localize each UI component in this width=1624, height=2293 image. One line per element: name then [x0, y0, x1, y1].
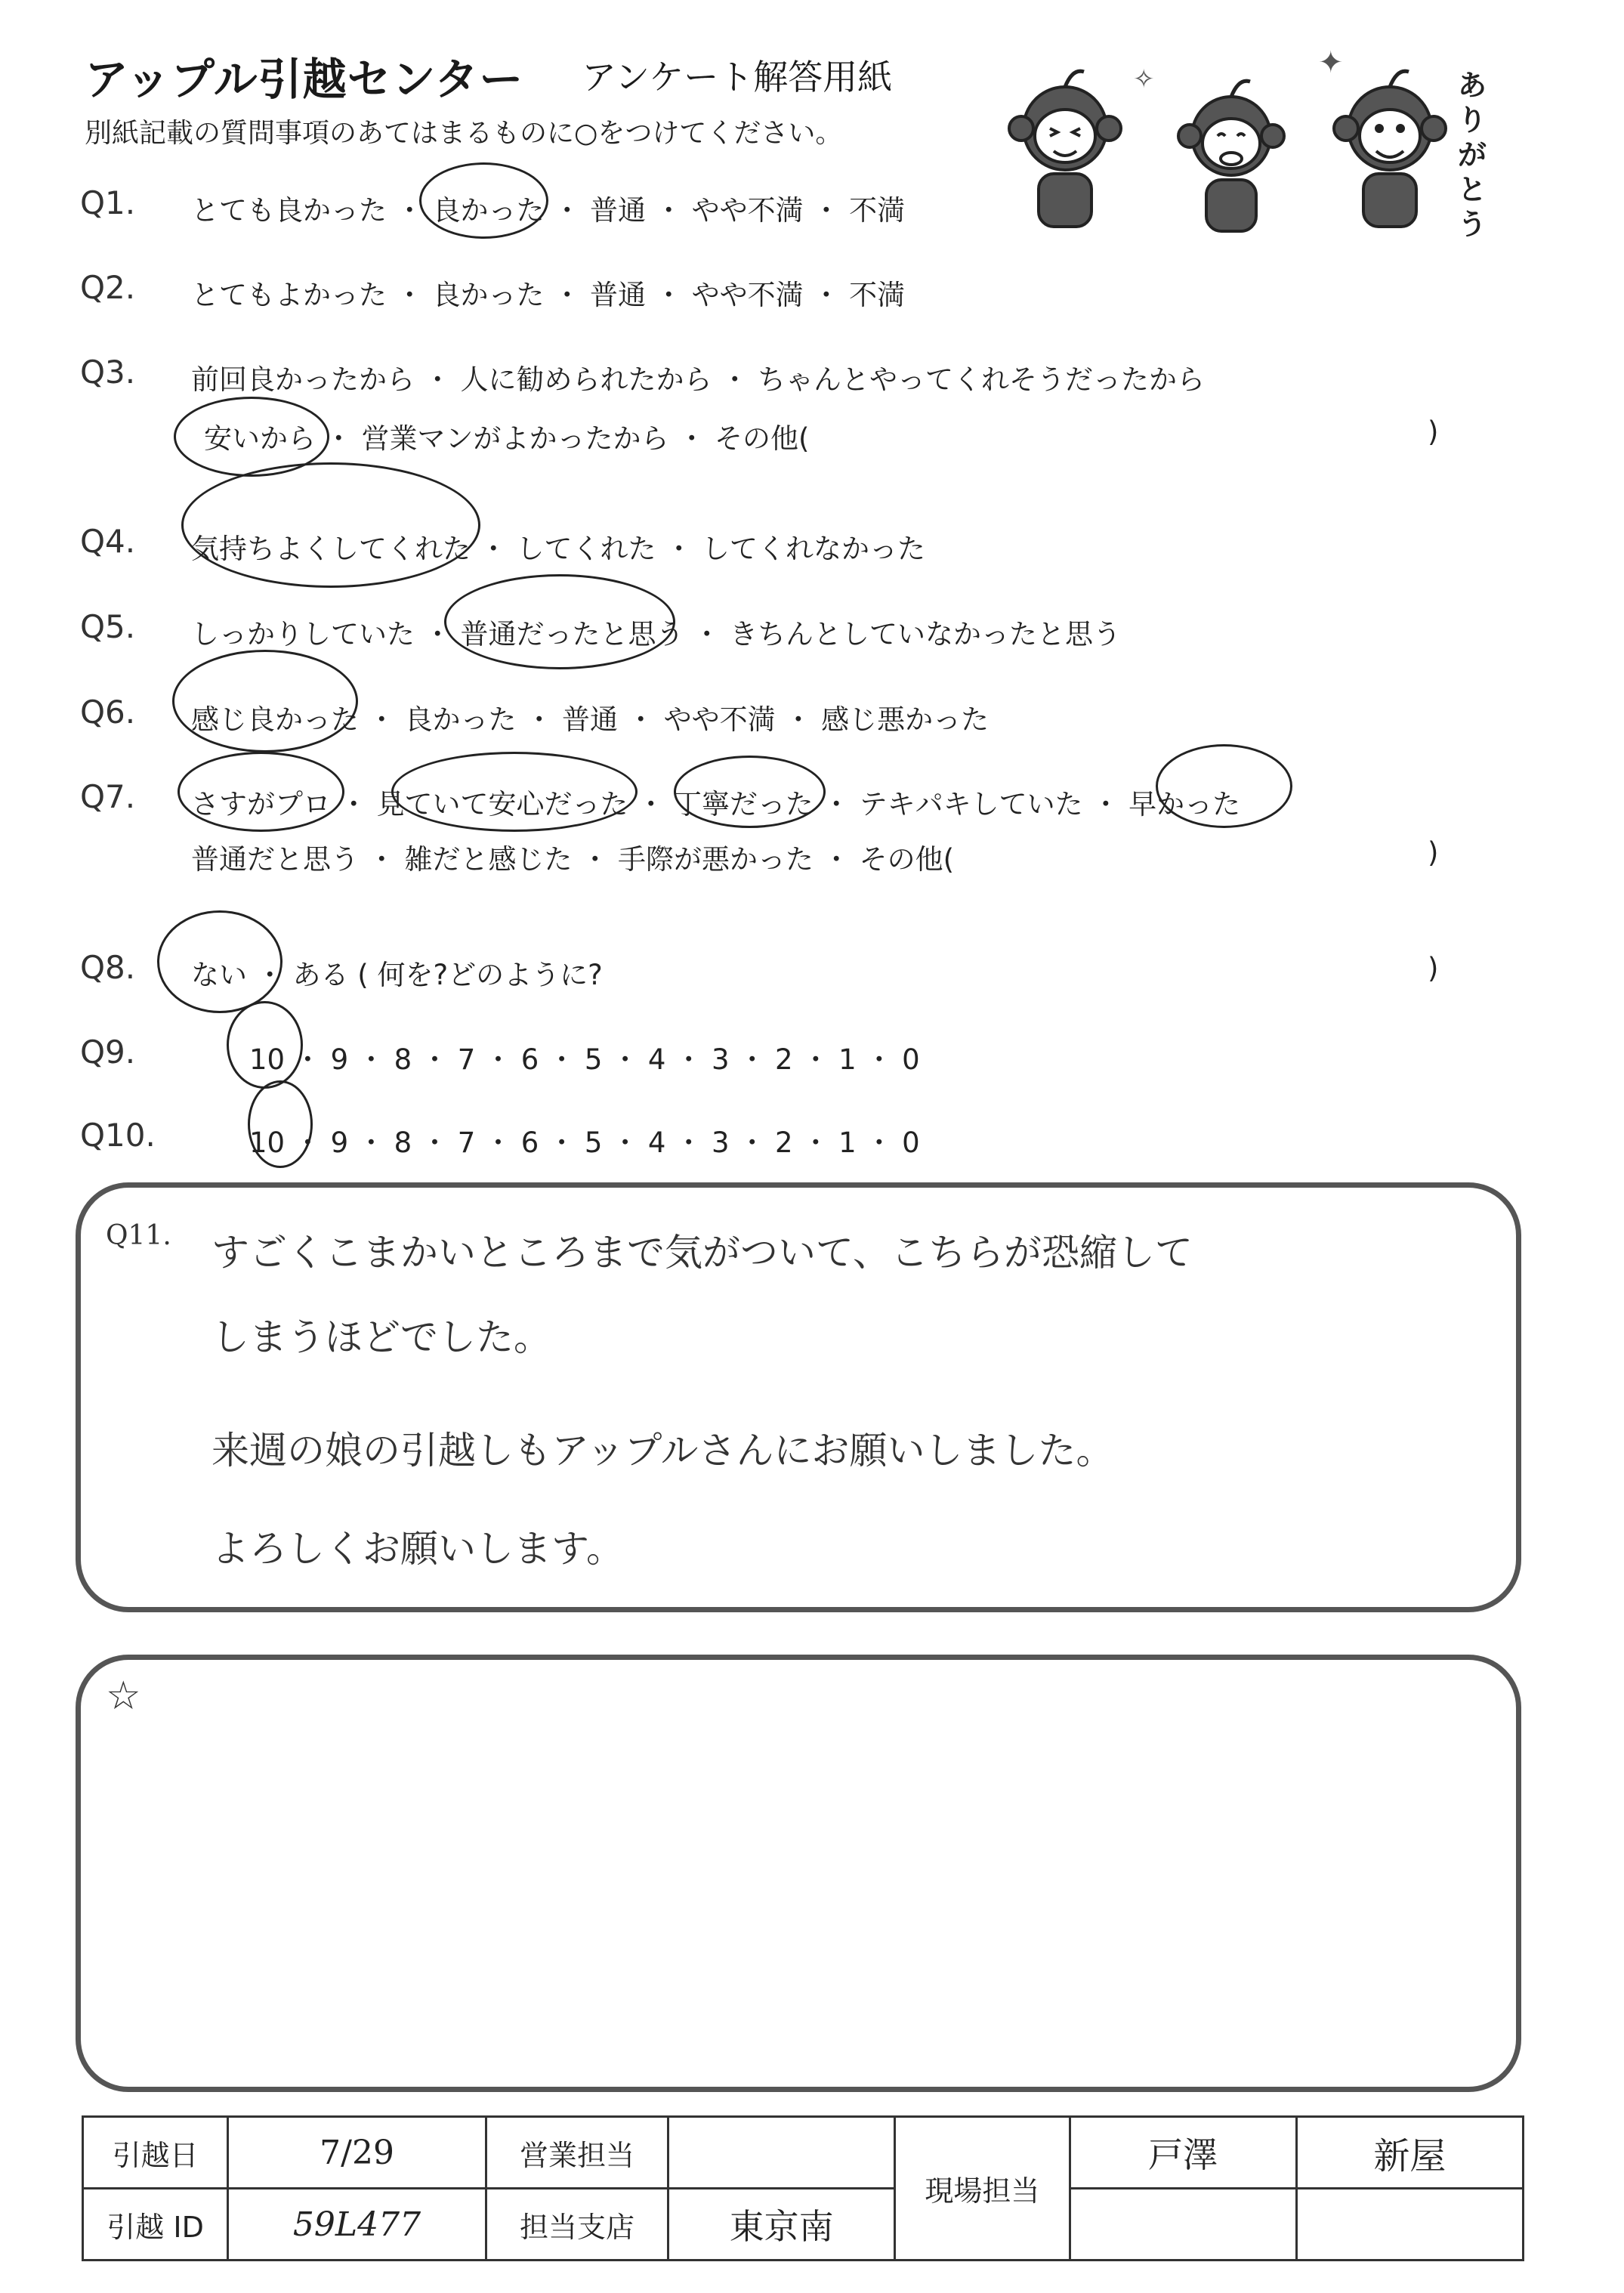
q1-options: とても良かった ・ 良かった ・ 普通 ・ やや不満 ・ 不満: [191, 194, 906, 227]
q9-label: Q9.: [80, 1034, 136, 1071]
q6-options: 感じ良かった ・ 良かった ・ 普通 ・ やや不満 ・ 感じ悪かった: [191, 703, 990, 736]
star-comment-box: [76, 1655, 1521, 2092]
q11-handwritten-line2: しまうほどでした。: [211, 1315, 551, 1359]
q11-handwritten-line3: 来週の娘の引越しもアップルさんにお願いしました。: [211, 1429, 1114, 1473]
footer-info-table: [82, 2115, 1524, 2261]
move-id-value: 59L477: [228, 2189, 486, 2261]
move-id-label: 引越 ID: [83, 2189, 228, 2261]
selection-circle: [391, 752, 638, 832]
sales-staff-label: 営業担当: [486, 2117, 668, 2189]
q7-options-line1: さすがプロ ・ 見ていて安心だった ・ 丁寧だった ・ テキパキしていた ・ 早かった: [191, 788, 1241, 820]
sales-staff-value: [668, 2117, 895, 2189]
q5-options: しっかりしていた ・ 普通だったと思う ・ きちんとしていなかったと思う: [191, 618, 1122, 651]
field-staff-empty-cell: [1070, 2189, 1296, 2261]
sparkle-icon: ✧: [1133, 64, 1155, 94]
selection-circle: [1156, 744, 1292, 828]
q11-handwritten-line4: よろしくお願いします。: [211, 1527, 624, 1571]
move-date-label: 引越日: [83, 2117, 228, 2189]
selection-circle: [172, 650, 358, 752]
field-staff-2: 新屋: [1296, 2117, 1523, 2189]
q8-options: ない ・ ある ( 何を?どのように?: [191, 959, 603, 991]
q3-label: Q3.: [80, 354, 136, 391]
field-staff-1: 戸澤: [1070, 2117, 1296, 2189]
q6-label: Q6.: [80, 694, 136, 731]
instruction-text: 別紙記載の質問事項のあてはまるものに○をつけてください。: [85, 118, 843, 149]
q8-label: Q8.: [80, 949, 136, 986]
branch-value: 東京南: [668, 2189, 895, 2261]
selection-circle: [419, 162, 548, 239]
selection-circle: [227, 1001, 303, 1089]
selection-circle: [674, 756, 826, 828]
move-date-value: 7/29: [228, 2117, 486, 2189]
q10-label: Q10.: [80, 1117, 156, 1154]
q7-label: Q7.: [80, 778, 136, 815]
q7-close-paren: ): [1428, 836, 1439, 869]
q5-label: Q5.: [80, 608, 136, 645]
q3-close-paren: ): [1428, 416, 1439, 448]
q4-options: 気持ちよくしてくれた ・ してくれた ・ してくれなかった: [191, 533, 926, 565]
q7-options-line2: 普通だと思う ・ 雑だと感じた ・ 手際が悪かった ・ その他(: [191, 843, 955, 876]
q1-label: Q1.: [80, 184, 136, 221]
selection-circle: [181, 462, 480, 588]
q11-handwritten-line1: すごくこまかいところまで気がついて、こちらが恐縮して: [211, 1231, 1193, 1275]
selection-circle: [157, 910, 283, 1013]
q11-label: Q11.: [106, 1220, 171, 1251]
selection-circle: [248, 1080, 313, 1168]
q10-scale: 10 ・ 9 ・ 8 ・ 7 ・ 6 ・ 5 ・ 4 ・ 3 ・ 2 ・ 1 ・ 0: [249, 1126, 920, 1159]
q4-label: Q4.: [80, 523, 136, 560]
form-subtitle: アンケート解答用紙: [582, 57, 893, 97]
q2-label: Q2.: [80, 269, 136, 306]
star-icon: ☆: [106, 1673, 141, 1719]
q2-options: とてもよかった ・ 良かった ・ 普通 ・ やや不満 ・ 不満: [191, 279, 906, 311]
q3-options-line2: 安いから ・ 営業マンがよかったから ・ その他(: [204, 422, 810, 455]
branch-label: 担当支店: [486, 2189, 668, 2261]
form-title: アップル引越センター: [85, 54, 524, 105]
selection-circle: [178, 752, 344, 832]
selection-circle: [444, 574, 675, 669]
thanks-text: ありがとう: [1458, 69, 1487, 241]
field-staff-empty-cell: [1296, 2189, 1523, 2261]
q8-close-paren: ): [1428, 952, 1439, 984]
q9-scale: 10 ・ 9 ・ 8 ・ 7 ・ 6 ・ 5 ・ 4 ・ 3 ・ 2 ・ 1 ・ 0: [249, 1043, 920, 1076]
q3-options-line1: 前回良かったから ・ 人に勧められたから ・ ちゃんとやってくれそうだったから: [191, 363, 1206, 396]
sparkle-icon: ✦: [1318, 45, 1344, 80]
monkey-mascots-illustration: [982, 45, 1511, 257]
field-staff-label: 現場担当: [895, 2117, 1070, 2261]
